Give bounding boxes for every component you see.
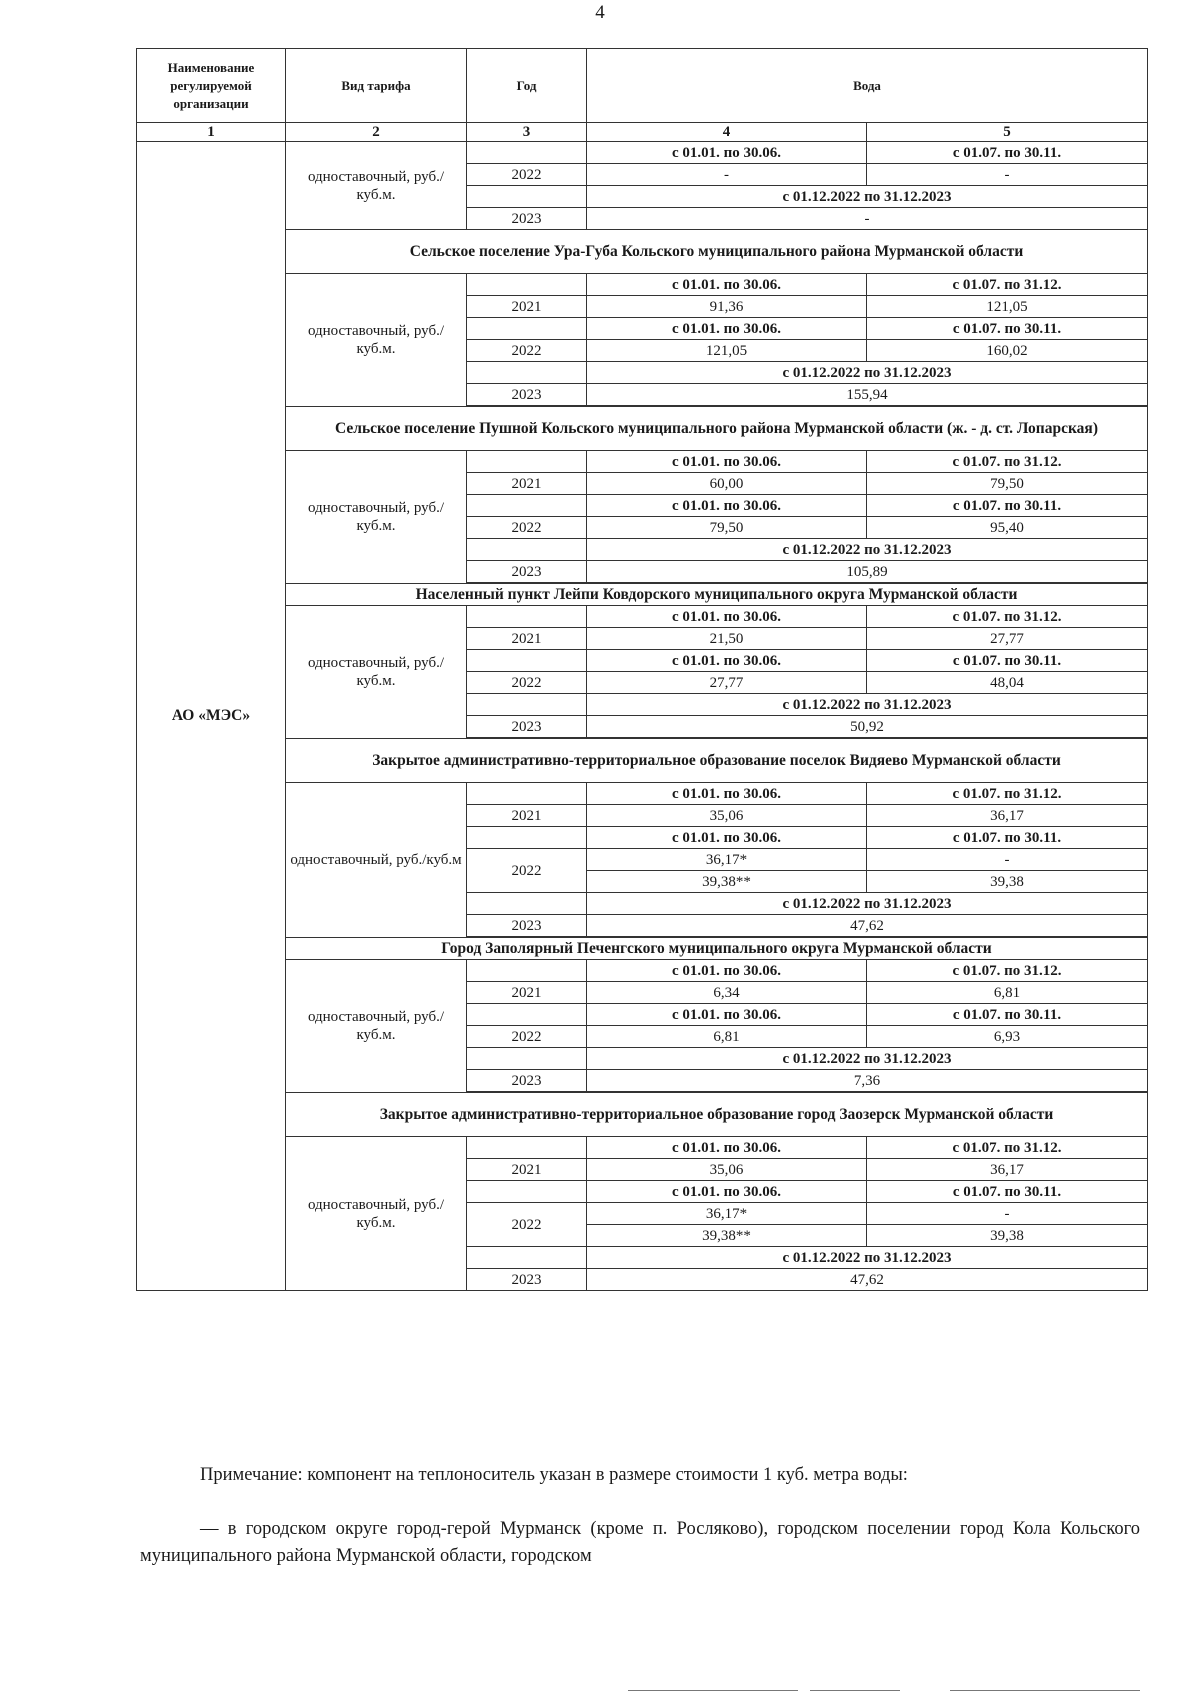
value-cell: 95,40 <box>867 517 1148 539</box>
table-row <box>137 142 1148 164</box>
section-title: Сельское поселение Ура-Губа Кольского муниципального района Мурманской области <box>286 230 1148 274</box>
period-full: с 01.12.2022 по 31.12.2023 <box>587 694 1148 716</box>
table-row <box>137 606 1148 628</box>
period-h1: с 01.01. по 30.06. <box>587 274 867 296</box>
value-cell: 36,17 <box>867 805 1148 827</box>
period-full: с 01.12.2022 по 31.12.2023 <box>587 539 1148 561</box>
value-cell: 27,77 <box>867 628 1148 650</box>
tariff-type: одноставочный, руб./куб.м. <box>286 142 467 230</box>
value-cell: 50,92 <box>587 716 1148 738</box>
value-cell: 79,50 <box>587 517 867 539</box>
header-org: Наименование регулируемой организации <box>137 49 286 123</box>
period-full: с 01.12.2022 по 31.12.2023 <box>587 186 1148 208</box>
value-cell: 6,93 <box>867 1026 1148 1048</box>
period-h1: с 01.01. по 30.06. <box>587 495 867 517</box>
value-cell: - <box>867 164 1148 186</box>
col-num-2: 2 <box>286 123 467 142</box>
period-full: с 01.12.2022 по 31.12.2023 <box>587 1048 1148 1070</box>
value-cell: 6,81 <box>867 982 1148 1004</box>
year-cell: 2022 <box>467 672 587 694</box>
year-cell: 2023 <box>467 384 587 406</box>
table-row <box>137 451 1148 473</box>
footer-line <box>810 1690 900 1691</box>
value-cell: 47,62 <box>587 915 1148 937</box>
period-h2: с 01.07. по 30.11. <box>867 1181 1148 1203</box>
period-h2: с 01.07. по 31.12. <box>867 1137 1148 1159</box>
period-h2: с 01.07. по 31.12. <box>867 274 1148 296</box>
col-num-5: 5 <box>867 123 1148 142</box>
value-cell: 7,36 <box>587 1070 1148 1092</box>
footer-line <box>628 1690 798 1691</box>
value-cell: 39,38 <box>867 1225 1148 1247</box>
value-cell: 105,89 <box>587 561 1148 583</box>
period-h1: с 01.01. по 30.06. <box>587 451 867 473</box>
section-title: Закрытое административно-территориальное образование город Заозерск Мурманской области <box>286 1093 1148 1137</box>
value-cell: 60,00 <box>587 473 867 495</box>
period-h1: с 01.01. по 30.06. <box>587 1137 867 1159</box>
period-full: с 01.12.2022 по 31.12.2023 <box>587 362 1148 384</box>
value-cell: 36,17* <box>587 1203 867 1225</box>
period-h1: с 01.01. по 30.06. <box>587 1181 867 1203</box>
period-h2: с 01.07. по 30.11. <box>867 1004 1148 1026</box>
year-cell: 2023 <box>467 716 587 738</box>
year-cell: 2022 <box>467 164 587 186</box>
value-cell: 36,17* <box>587 849 867 871</box>
value-cell: - <box>867 849 1148 871</box>
period-h2: с 01.07. по 31.12. <box>867 783 1148 805</box>
col-num-3: 3 <box>467 123 587 142</box>
footer-line <box>950 1690 1140 1691</box>
period-h1: с 01.01. по 30.06. <box>587 783 867 805</box>
period-h2: с 01.07. по 30.11. <box>867 495 1148 517</box>
header-water: Вода <box>587 49 1148 123</box>
year-cell: 2023 <box>467 208 587 230</box>
value-cell: 6,34 <box>587 982 867 1004</box>
value-cell: 39,38** <box>587 1225 867 1247</box>
page-number: 4 <box>595 2 605 23</box>
column-numbers-row <box>137 123 1148 142</box>
col-num-1: 1 <box>137 123 286 142</box>
header-tariff: Вид тарифа <box>286 49 467 123</box>
value-cell: 35,06 <box>587 1159 867 1181</box>
year-cell: 2022 <box>467 517 587 539</box>
year-cell: 2021 <box>467 982 587 1004</box>
section-title-row <box>137 584 1148 606</box>
value-cell: 79,50 <box>867 473 1148 495</box>
table-row <box>137 274 1148 296</box>
period-h1: с 01.01. по 30.06. <box>587 960 867 982</box>
section-title-row <box>137 739 1148 783</box>
value-cell: 121,05 <box>867 296 1148 318</box>
year-cell: 2023 <box>467 1269 587 1291</box>
year-cell: 2021 <box>467 473 587 495</box>
year-cell: 2023 <box>467 1070 587 1092</box>
tariff-type: одноставочный, руб./куб.м. <box>286 960 467 1093</box>
year-cell: 2022 <box>467 849 587 893</box>
value-cell: 21,50 <box>587 628 867 650</box>
period-h1: с 01.01. по 30.06. <box>587 318 867 340</box>
period-full: с 01.12.2022 по 31.12.2023 <box>587 893 1148 915</box>
period-full: с 01.12.2022 по 31.12.2023 <box>587 1247 1148 1269</box>
value-cell: 48,04 <box>867 672 1148 694</box>
year-cell: 2023 <box>467 561 587 583</box>
value-cell: 35,06 <box>587 805 867 827</box>
period-h1: с 01.01. по 30.06. <box>587 650 867 672</box>
year-cell: 2021 <box>467 1159 587 1181</box>
tariff-type: одноставочный, руб./куб.м. <box>286 274 467 407</box>
year-cell: 2022 <box>467 340 587 362</box>
value-cell: 47,62 <box>587 1269 1148 1291</box>
value-cell: 6,81 <box>587 1026 867 1048</box>
table-row <box>137 783 1148 805</box>
value-cell: 121,05 <box>587 340 867 362</box>
tariff-table <box>136 48 1148 1291</box>
period-h2: с 01.07. по 31.12. <box>867 960 1148 982</box>
value-cell: 39,38** <box>587 871 867 893</box>
year-cell: 2023 <box>467 915 587 937</box>
period-h2: с 01.07. по 30.11. <box>867 318 1148 340</box>
tariff-type: одноставочный, руб./куб.м <box>286 783 467 938</box>
section-title-row <box>137 938 1148 960</box>
year-cell: 2021 <box>467 628 587 650</box>
table-row <box>137 1137 1148 1159</box>
section-title: Закрытое административно-территориальное образование поселок Видяево Мурманской области <box>286 739 1148 783</box>
section-title: Город Заполярный Печенгского муниципального округа Мурманской области <box>286 938 1148 960</box>
note-bullet: — в городском округе город-герой Мурманск (кроме п. Росляково), городском поселении город Кола Кольского муниципального района Мурманской области, городском <box>140 1519 1140 1566</box>
value-cell: 91,36 <box>587 296 867 318</box>
year-cell: 2022 <box>467 1026 587 1048</box>
organization-name: АО «МЭС» <box>137 142 286 1291</box>
section-title-row <box>137 407 1148 451</box>
value-cell: 155,94 <box>587 384 1148 406</box>
value-cell: - <box>587 208 1148 230</box>
period-h2: с 01.07. по 31.12. <box>867 451 1148 473</box>
table-header-row <box>137 49 1148 123</box>
col-num-4: 4 <box>587 123 867 142</box>
value-cell: 160,02 <box>867 340 1148 362</box>
section-title: Сельское поселение Пушной Кольского муниципального района Мурманской области (ж. - д. ст. Лопарская) <box>286 407 1148 451</box>
value-cell: 27,77 <box>587 672 867 694</box>
note-paragraph: Примечание: компонент на теплоноситель указан в размере стоимости 1 куб. метра воды: <box>200 1465 908 1485</box>
period-h1: с 01.01. по 30.06. <box>587 1004 867 1026</box>
period-h2: с 01.07. по 30.11. <box>867 142 1148 164</box>
header-year: Год <box>467 49 587 123</box>
period-h1: с 01.01. по 30.06. <box>587 606 867 628</box>
period-h1: с 01.01. по 30.06. <box>587 827 867 849</box>
value-cell: - <box>867 1203 1148 1225</box>
year-cell: 2021 <box>467 296 587 318</box>
tariff-type: одноставочный, руб./куб.м. <box>286 606 467 739</box>
section-title: Населенный пункт Лейпи Ковдорского муниципального округа Мурманской области <box>286 584 1148 606</box>
year-cell: 2022 <box>467 1203 587 1247</box>
period-h2: с 01.07. по 31.12. <box>867 606 1148 628</box>
value-cell: 39,38 <box>867 871 1148 893</box>
tariff-type: одноставочный, руб./куб.м. <box>286 451 467 584</box>
period-h2: с 01.07. по 30.11. <box>867 827 1148 849</box>
value-cell: 36,17 <box>867 1159 1148 1181</box>
section-title-row <box>137 1093 1148 1137</box>
table-row <box>137 960 1148 982</box>
period-h2: с 01.07. по 30.11. <box>867 650 1148 672</box>
value-cell: - <box>587 164 867 186</box>
tariff-type: одноставочный, руб./куб.м. <box>286 1137 467 1291</box>
period-h1: с 01.01. по 30.06. <box>587 142 867 164</box>
year-cell: 2021 <box>467 805 587 827</box>
section-title-row <box>137 230 1148 274</box>
